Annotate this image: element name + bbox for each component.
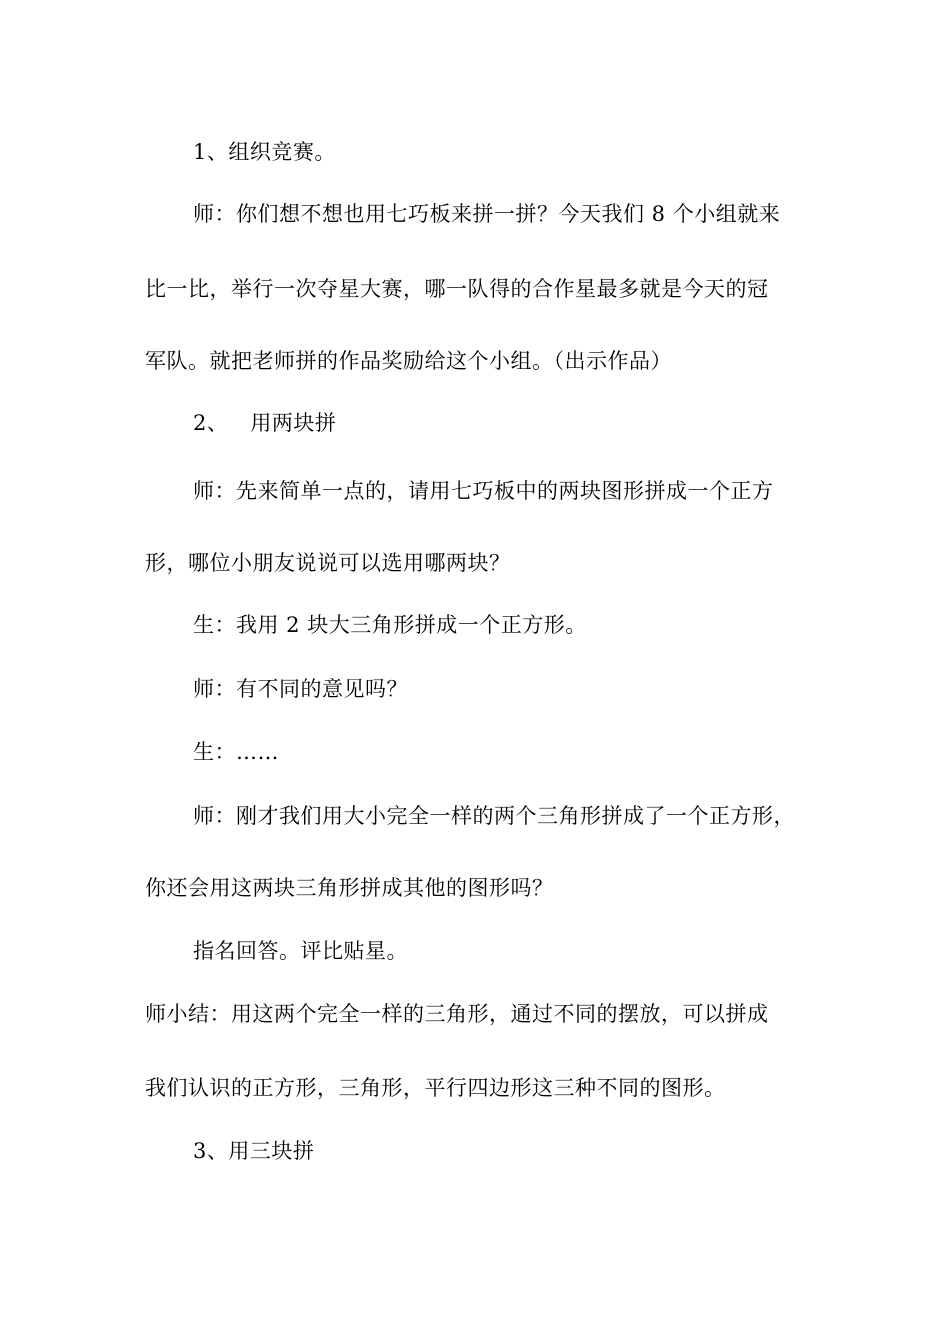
paragraph-line-4: 师：先来简单一点的，请用七巧板中的两块图形拼成一个正方 bbox=[193, 479, 774, 503]
paragraph-line-6: 生：我用 2 块大三角形拼成一个正方形。 bbox=[193, 613, 587, 637]
paragraph-line-8: 生：…… bbox=[193, 740, 279, 764]
paragraph-line-1: 师：你们想不想也用七巧板来拼一拼？今天我们 8 个小组就来 bbox=[193, 202, 781, 226]
heading-2-number: 2、 bbox=[193, 411, 229, 435]
heading-1: 1、组织竞赛。 bbox=[193, 140, 336, 164]
paragraph-line-3: 军队。就把老师拼的作品奖励给这个小组。（出示作品） bbox=[145, 349, 672, 373]
paragraph-line-2: 比一比，举行一次夺星大赛，哪一队得的合作星最多就是今天的冠 bbox=[145, 277, 769, 301]
heading-3: 3、用三块拼 bbox=[193, 1139, 315, 1163]
paragraph-line-10: 你还会用这两块三角形拼成其他的图形吗？ bbox=[145, 876, 554, 900]
paragraph-line-9: 师：刚才我们用大小完全一样的两个三角形拼成了一个正方形， bbox=[193, 804, 795, 828]
heading-2 bbox=[193, 408, 336, 438]
paragraph-line-12: 师小结：用这两个完全一样的三角形，通过不同的摆放，可以拼成 bbox=[145, 1002, 769, 1026]
heading-2-text: 用两块拼 bbox=[250, 411, 337, 435]
paragraph-line-5: 形，哪位小朋友说说可以选用哪两块？ bbox=[145, 551, 511, 575]
paragraph-line-11: 指名回答。评比贴星。 bbox=[193, 939, 408, 963]
paragraph-line-7: 师：有不同的意见吗？ bbox=[193, 677, 408, 701]
paragraph-line-13: 我们认识的正方形，三角形，平行四边形这三种不同的图形。 bbox=[145, 1076, 726, 1100]
